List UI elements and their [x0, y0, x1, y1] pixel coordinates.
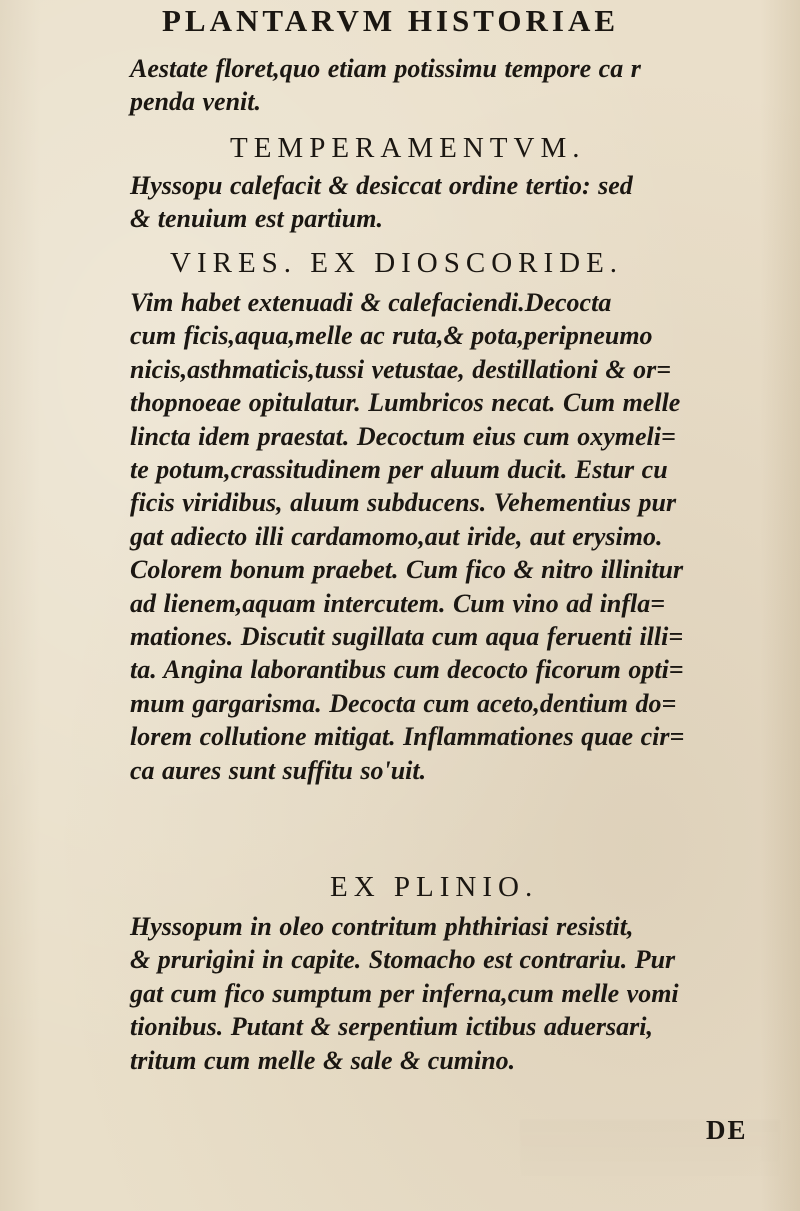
- section-heading-temperamentum: TEMPERAMENTVM.: [230, 132, 586, 164]
- paragraph-line: gat adiecto illi cardamomo,aut iride, aut erysimo.: [130, 521, 663, 551]
- paragraph-line: ficis viridibus, aluum subducens. Vehementius pur: [130, 488, 677, 518]
- paragraph-line: nicis,asthmaticis,tussi vetustae, destillationi & or=: [130, 354, 672, 384]
- paragraph-line: penda venit.: [130, 87, 261, 117]
- paragraph-line: cum ficis,aqua,melle ac ruta,& pota,peripneumo: [130, 321, 653, 351]
- paragraph-line: tritum cum melle & sale & cumino.: [130, 1045, 516, 1075]
- paragraph-1: [130, 52, 770, 119]
- paragraph-line: ta. Angina laborantibus cum decocto ficorum opti=: [130, 655, 684, 685]
- paragraph-line: ad lienem,aquam intercutem. Cum vino ad infla=: [130, 588, 666, 618]
- paragraph-line: lorem collutione mitigat. Inflammationes quae cir=: [130, 722, 685, 752]
- section-heading-ex-plinio: EX PLINIO.: [330, 871, 539, 903]
- section-heading-vires: VIRES. EX DIOSCORIDE.: [170, 247, 624, 279]
- paragraph-line: & prurigini in capite. Stomacho est contrariu. Pur: [130, 945, 676, 975]
- paragraph-3: [130, 286, 770, 787]
- paragraph-line: Colorem bonum praebet. Cum fico & nitro illinitur: [130, 555, 684, 585]
- paragraph-line: & tenuium est partium.: [130, 204, 383, 234]
- paragraph-line: Vim habet extenuadi & calefaciendi.Decocta: [130, 288, 612, 317]
- paragraph-line: mum gargarisma. Decocta cum aceto,dentium do=: [130, 688, 677, 718]
- paragraph-line: thopnoeae opitulatur. Lumbricos necat. Cum melle: [130, 388, 681, 418]
- paragraph-line: lincta idem praestat. Decoctum eius cum oxymeli=: [130, 421, 676, 451]
- paragraph-2: [130, 169, 770, 236]
- paragraph-line: gat cum fico sumptum per inferna,cum melle vomi: [130, 978, 679, 1008]
- catchword: DE: [706, 1115, 748, 1145]
- paragraph-line: te potum,crassitudinem per aluum ducit. Estur cu: [130, 455, 668, 485]
- paragraph-line: mationes. Discutit sugillata cum aqua feruenti illi=: [130, 622, 684, 652]
- paragraph-line: Hyssopum in oleo contritum phthiriasi resistit,: [130, 912, 634, 941]
- paragraph-line: Hyssopu calefacit & desiccat ordine tertio: sed: [130, 171, 633, 200]
- paragraph-line: Aestate floret,quo etiam potissimu tempore ca r: [130, 54, 641, 83]
- paragraph-line: ca aures sunt suffitu so'uit.: [130, 755, 427, 785]
- running-header: PLANTARVM HISTORIAE: [162, 3, 620, 38]
- paragraph-line: tionibus. Putant & serpentium ictibus aduersari,: [130, 1012, 653, 1042]
- paragraph-4: [130, 910, 770, 1077]
